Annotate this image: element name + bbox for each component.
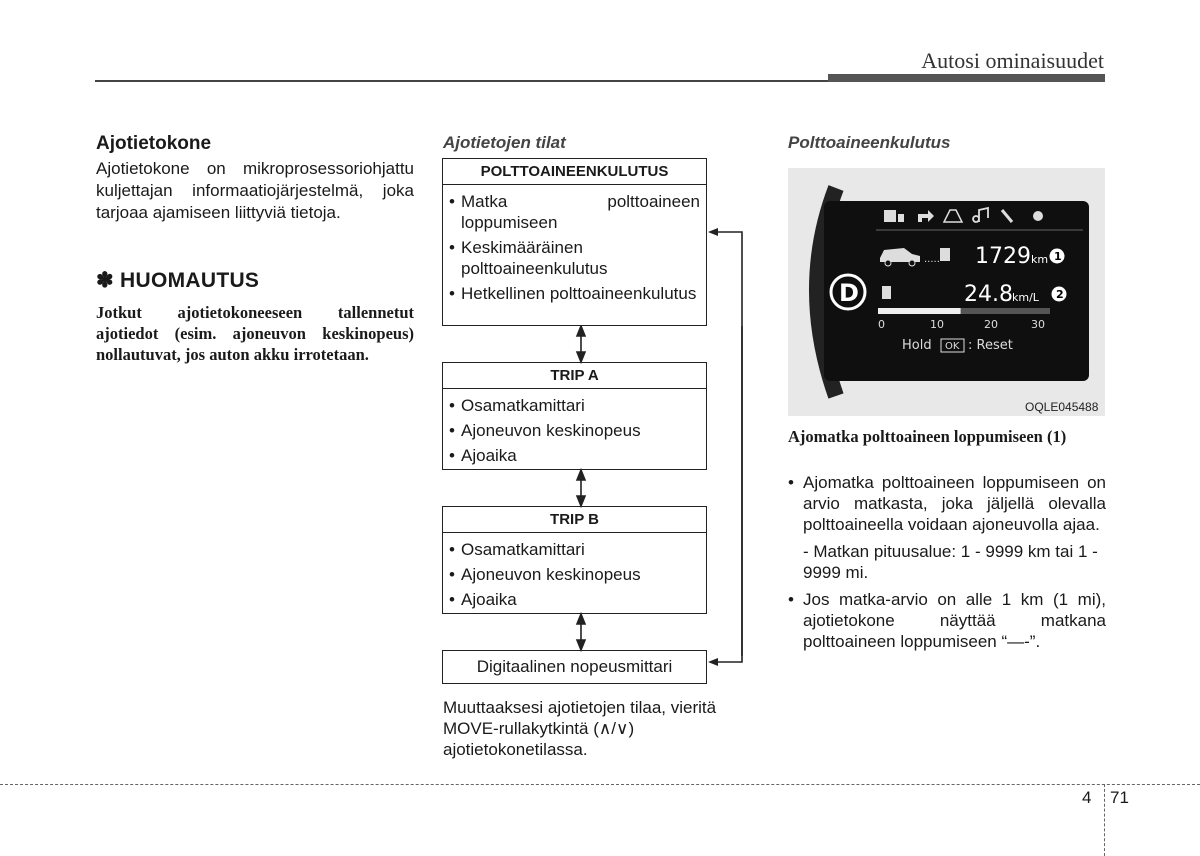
list-item: • Ajoneuvon keskinopeus <box>449 564 700 585</box>
list-item: • Ajoneuvon keskinopeus <box>449 420 700 441</box>
mode-box-title: POLTTOAINEENKULUTUS <box>443 159 706 185</box>
fuel-pump-icon-consumption <box>882 286 891 299</box>
flow-arrows <box>560 326 780 656</box>
list-item: • Ajomatka polttoaineen loppumiseen on arvio matkasta, joka jäljellä olevalla polttoaineella voidaan ajoneuvolla ajaa. <box>788 473 1106 534</box>
subheading-range: Ajomatka polttoaineen loppumiseen (1) <box>788 427 1067 446</box>
scale-label: 10 <box>930 318 944 331</box>
list-item: • Jos matka-arvio on alle 1 km (1 mi), ajotietokone näyttää matkana polttoaineen loppumiseen “—-”. <box>788 590 1106 651</box>
consumption-value: 24.8 <box>964 282 1013 307</box>
distance-unit: km <box>1031 253 1049 266</box>
list-item: • Ajoaika <box>449 445 700 466</box>
heading-ajotietokone: Ajotietokone <box>96 133 212 154</box>
fuel-pump-icon-detail <box>898 214 904 222</box>
hold-text: Hold <box>902 338 932 353</box>
mode-box-title: TRIP A <box>443 363 706 389</box>
list-item-text: Ajomatka polttoaineen loppumiseen on arvio matkasta, joka jäljellä olevalla polttoaineella voidaan ajoneuvolla ajaa. <box>803 473 1106 534</box>
section-title: Autosi ominaisuudet <box>921 48 1104 73</box>
svg-text:.....: ..... <box>924 254 940 265</box>
header-rule-accent <box>828 74 1105 82</box>
double-arrow-icon <box>577 614 585 650</box>
list-item: • Hetkellinen polttoaineenkulutus <box>449 283 700 304</box>
mode-box-title: TRIP B <box>443 507 706 533</box>
double-arrow-icon <box>577 326 585 362</box>
footer-divider <box>1104 784 1105 856</box>
reset-text: : Reset <box>968 338 1013 353</box>
list-item: • Matka polttoaineen loppumiseen <box>449 191 700 233</box>
list-item-text: Jos matka-arvio on alle 1 km (1 mi), ajotietokone näyttää matkana polttoaineen loppumiseen “—-”. <box>803 590 1106 651</box>
gear-indicator: D <box>839 279 859 307</box>
notice-text: Jotkut ajotietokoneeseen tallennetut ajotiedot (esim. ajoneuvon keskinopeus) nollautuvat, jos auton akku irrotetaan. <box>96 303 414 364</box>
footer-rule <box>0 784 1200 785</box>
page-number: 71 <box>1110 788 1129 807</box>
scale-label: 0 <box>878 318 885 331</box>
intro-paragraph: Ajotietokone on mikroprosessoriohjattu kuljettajan informaatiojärjestelmä, joka tarjoaa ajamiseen liittyviä tietoja. <box>96 159 414 222</box>
distance-value: 1729 <box>975 244 1031 269</box>
notice-heading: ✽ HUOMAUTUS <box>96 269 260 292</box>
consumption-bar-fill <box>878 308 961 314</box>
double-arrow-icon <box>577 470 585 506</box>
heading-ajotietojen-tilat: Ajotietojen tilat <box>443 133 566 152</box>
fuel-pump-icon-small <box>940 248 950 261</box>
mode-box-fuel <box>442 158 707 326</box>
fuel-pump-icon <box>884 210 896 222</box>
scale-label: 20 <box>984 318 998 331</box>
cycle-arrow <box>706 224 746 668</box>
scale-label: 30 <box>1031 318 1045 331</box>
heading-polttoaineenkulutus: Polttoaineenkulutus <box>788 133 951 152</box>
mode-instruction: Muuttaaksesi ajotietojen tilaa, vieritä MOVE-rullakytkintä (∧/∨) ajotietokonetilassa. <box>443 698 717 759</box>
list-item: • Osamatkamittari <box>449 395 700 416</box>
chapter-number: 4 <box>1082 788 1092 807</box>
header-rule <box>95 80 830 82</box>
consumption-unit: km/L <box>1012 291 1039 304</box>
marker-2: 2 <box>1056 288 1064 301</box>
mode-box-digital-speedometer: Digitaalinen nopeusmittari <box>442 650 707 684</box>
list-item: • Keskimääräinen polttoaineenkulutus <box>449 237 700 279</box>
marker-1: 1 <box>1054 250 1062 263</box>
list-item: • Osamatkamittari <box>449 539 700 560</box>
gear-icon <box>1033 211 1043 221</box>
range-list <box>788 472 1106 652</box>
image-code: OQLE045488 <box>1025 400 1099 414</box>
list-item: • Ajoaika <box>449 589 700 610</box>
ok-key: OK <box>945 341 960 352</box>
cluster-display-image <box>788 168 1105 416</box>
list-subitem: - Matkan pituusalue: 1 - 9999 km tai 1 - 9999 mi. <box>803 542 1098 582</box>
